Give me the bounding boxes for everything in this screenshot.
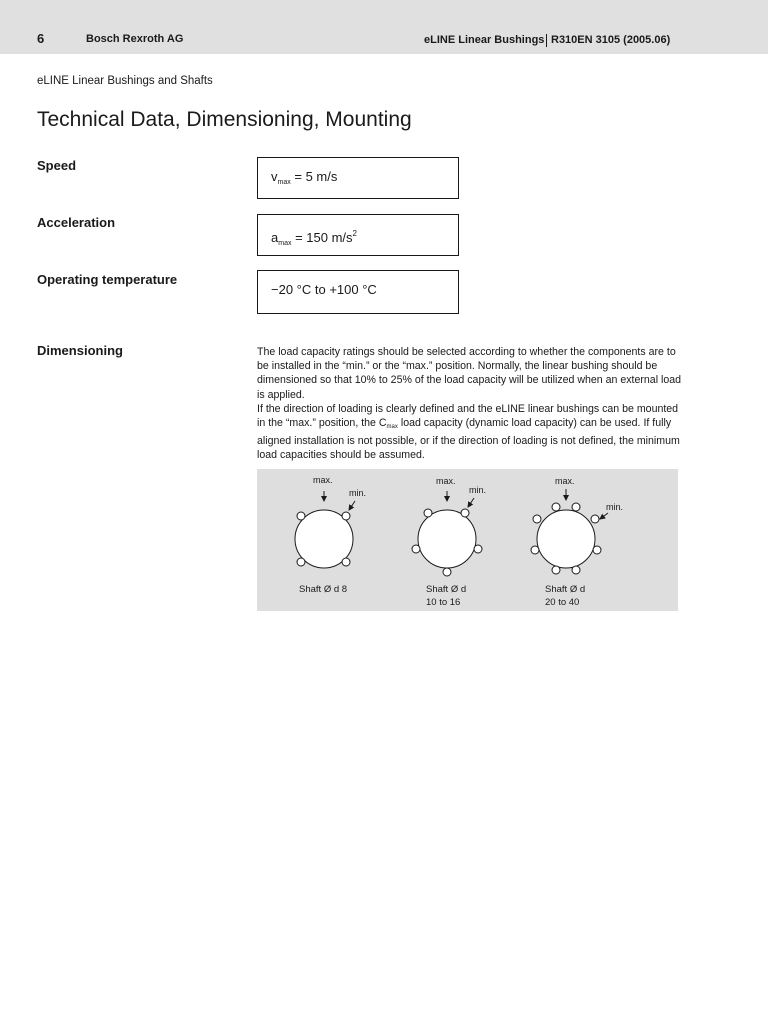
dimensioning-paragraph-2-start: If the direction of loading is clearly defined and the eLINE linear bushings can be mounted in the “max.” position, the C — [257, 402, 679, 430]
acceleration-value-box — [257, 214, 459, 256]
acceleration-value: = 150 m/s — [295, 230, 353, 245]
page-title: Technical Data, Dimensioning, Mounting — [37, 108, 412, 131]
document-number: R310EN 3105 (2005.06) — [551, 34, 671, 46]
acceleration-label: Acceleration — [37, 215, 116, 230]
shaft-diagram-3 — [531, 489, 608, 574]
speed-value: = 5 m/s — [294, 169, 338, 184]
min-label-1: min. — [349, 488, 367, 498]
cmax-subscript: max — [386, 424, 398, 431]
shaft-diagram-2 — [412, 491, 482, 576]
dimensioning-label: Dimensioning — [37, 343, 123, 358]
caption-shaft-1 — [299, 583, 347, 596]
max-label-1: max. — [313, 475, 333, 485]
temperature-value-box — [257, 270, 459, 314]
acceleration-superscript: 2 — [352, 229, 357, 238]
max-label-3: max. — [555, 476, 575, 486]
acceleration-symbol: a — [271, 230, 279, 245]
dimensioning-paragraph-1: The load capacity ratings should be selected according to whether the components are to be installed in the “min.” or the “max.” position. Normally, the linear bushing should be dimensioned so that 10% to 25% of the load capacity will be utilized when an external load is applied. — [257, 346, 682, 401]
acceleration-subscript: max — [278, 240, 292, 247]
caption-shaft-3 — [545, 583, 585, 609]
max-label-2: max. — [436, 476, 456, 486]
speed-subscript: max — [277, 179, 291, 186]
caption-shaft-1-line-1: Shaft Ø d 8 — [299, 584, 348, 595]
caption-shaft-3-line-2: 20 to 40 — [545, 597, 580, 608]
header-separator — [546, 34, 547, 47]
caption-shaft-2-line-2: 10 to 16 — [426, 597, 461, 608]
load-position-figure — [257, 469, 678, 611]
page-header — [0, 0, 768, 54]
document-title: eLINE Linear Bushings — [424, 34, 545, 46]
min-label-2: min. — [469, 485, 487, 495]
page-number: 6 — [37, 31, 45, 46]
section-subtitle: eLINE Linear Bushings and Shafts — [37, 75, 213, 87]
shaft-diagram-1 — [295, 491, 355, 568]
speed-value-box — [257, 157, 459, 199]
dimensioning-text — [257, 345, 687, 463]
temperature-label: Operating temperature — [37, 272, 178, 287]
dimensioning-paragraph-2 — [257, 402, 687, 463]
company-name: Bosch Rexroth AG — [86, 33, 184, 45]
temperature-value: −20 °C to +100 °C — [271, 282, 377, 297]
speed-label: Speed — [37, 158, 77, 173]
min-label-3: min. — [606, 502, 624, 512]
speed-symbol: v — [271, 169, 278, 184]
dimensioning-paragraph-2-end: load capacity (dynamic load capacity) can be used. If fully aligned installation is not possible, or if the direction of loading is not defined, the minimum load capacities should be assumed. — [257, 417, 680, 462]
caption-shaft-2 — [426, 583, 466, 609]
caption-shaft-2-line-1: Shaft Ø d — [426, 584, 467, 595]
caption-shaft-3-line-1: Shaft Ø d — [545, 584, 586, 595]
